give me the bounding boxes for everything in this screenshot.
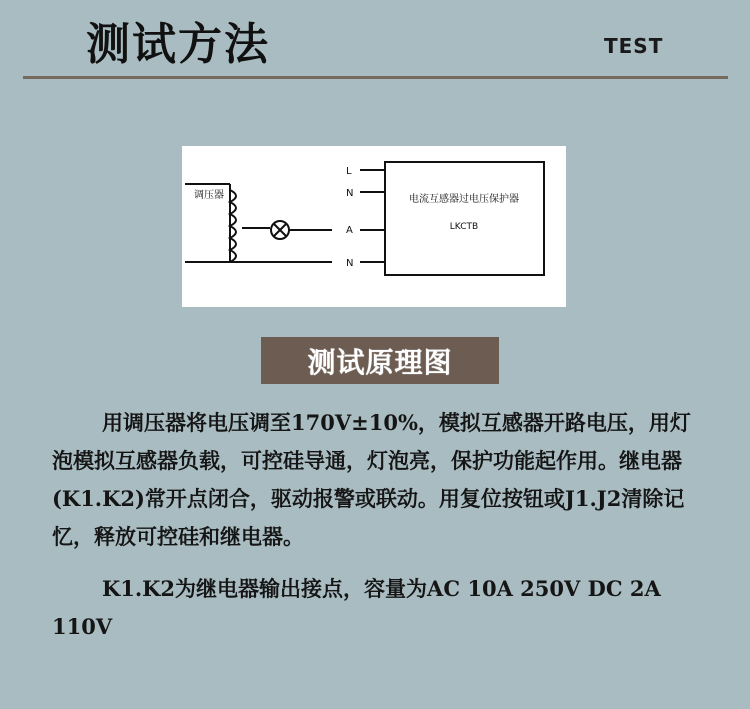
header-divider <box>23 76 728 79</box>
device-model: LKCTB <box>449 222 479 232</box>
terminal-label: N <box>346 188 354 199</box>
terminal-label: N <box>346 258 354 269</box>
page-subtitle: TEST <box>604 34 664 58</box>
regulator-coil <box>230 190 236 262</box>
terminal-label: L <box>346 166 352 177</box>
lamp-x-icon <box>271 221 289 239</box>
regulator-label: 调压器 <box>194 190 224 201</box>
terminal-label: A <box>346 225 353 236</box>
device-name: 电流互感器过电压保护器 <box>409 194 519 205</box>
test-circuit-diagram <box>182 146 566 307</box>
protector-box <box>385 162 544 275</box>
relay-spec-paragraph: K1.K2为继电器输出接点，容量为AC 10A 250V DC 2A 110V <box>52 576 661 639</box>
page-title: 测试方法 <box>86 19 270 70</box>
diagram-caption-badge <box>261 337 499 384</box>
diagram-caption: 测试原理图 <box>307 345 453 379</box>
description-paragraph: 用调压器将电压调至170V±10%，模拟互感器开路电压，用灯泡模拟互感器负载，可控硅导通，灯泡亮，保护功能起作用。继电器(K1.K2)常开点闭合，驱动报警或联动。用复位按钮或J1.J2清除记忆，释放可控硅和继电器。 <box>52 410 691 549</box>
